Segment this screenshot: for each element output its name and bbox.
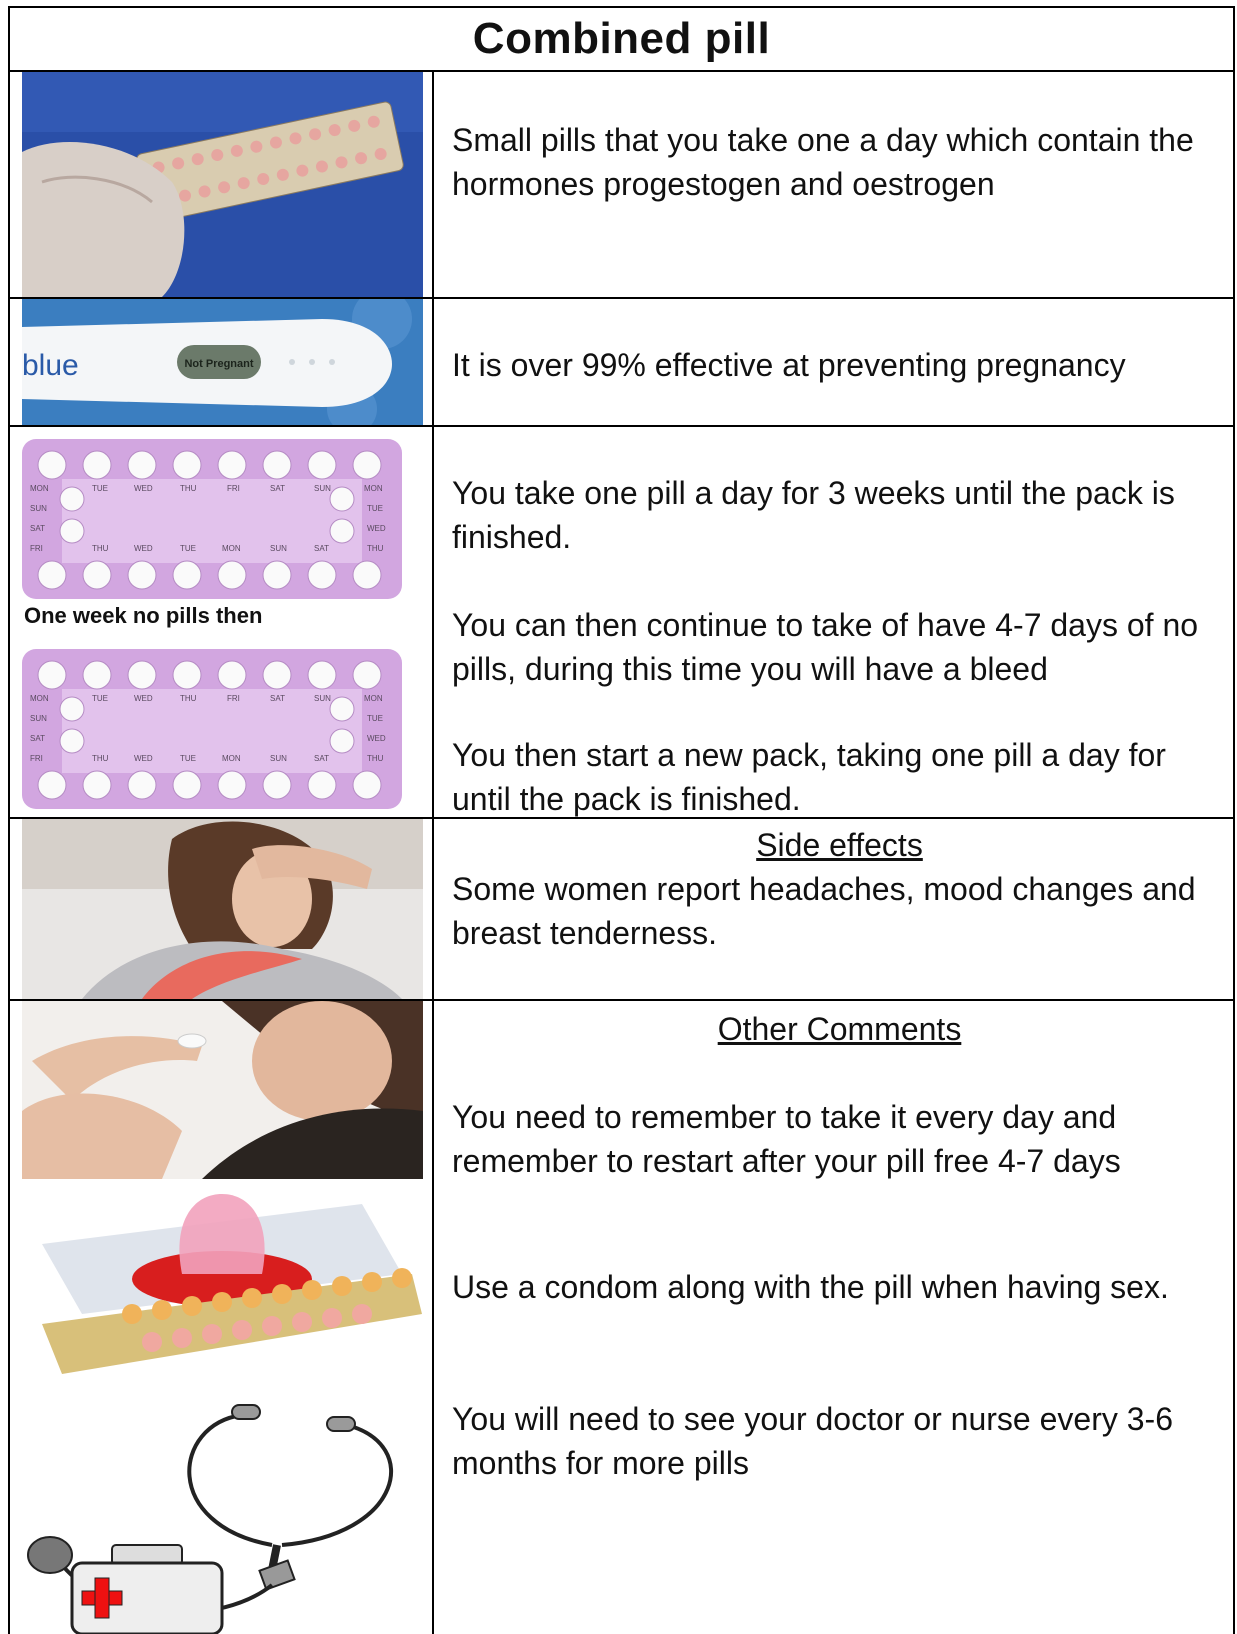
row-side-effects	[8, 819, 1235, 1001]
pill-pack-hand-photo	[22, 72, 423, 297]
condom-and-pills-photo	[22, 1184, 423, 1392]
pill-pack-calendar-image-2	[22, 649, 423, 809]
svg-text:FRI: FRI	[227, 694, 240, 703]
effectiveness-text: It is over 99% effective at preventing pregnancy	[452, 347, 1126, 383]
svg-text:SUN: SUN	[314, 484, 331, 493]
use-condom-text: Use a condom along with the pill when having sex.	[452, 1269, 1169, 1305]
woman-taking-pill-photo	[22, 1001, 423, 1179]
svg-text:WED: WED	[134, 484, 153, 493]
svg-text:MON: MON	[30, 694, 49, 703]
svg-text:TUE: TUE	[367, 714, 383, 723]
three-weeks-text: You take one pill a day for 3 weeks until the pack is finished.	[452, 475, 1175, 555]
new-pack-text: You then start a new pack, taking one pill a day for until the pack is finished.	[452, 737, 1166, 817]
svg-text:TUE: TUE	[92, 484, 108, 493]
svg-text:SUN: SUN	[314, 694, 331, 703]
side-effects-text: Some women report headaches, mood changes and breast tenderness.	[452, 871, 1196, 951]
row-other-comments	[8, 1001, 1235, 1634]
svg-text:FRI: FRI	[227, 484, 240, 493]
svg-text:WED: WED	[367, 524, 386, 533]
svg-text:SAT: SAT	[314, 544, 329, 553]
svg-text:WED: WED	[134, 754, 153, 763]
row-pill-description	[8, 72, 1235, 299]
svg-text:FRI: FRI	[30, 754, 43, 763]
pregnancy-test-image	[22, 299, 423, 425]
svg-text:THU: THU	[92, 754, 109, 763]
svg-text:TUE: TUE	[92, 694, 108, 703]
svg-text:WED: WED	[134, 544, 153, 553]
svg-text:TUE: TUE	[367, 504, 383, 513]
svg-text:THU: THU	[367, 754, 384, 763]
svg-text:SAT: SAT	[30, 524, 45, 533]
info-sheet	[8, 6, 1235, 1634]
svg-text:MON: MON	[222, 544, 241, 553]
svg-text:FRI: FRI	[30, 544, 43, 553]
svg-text:SAT: SAT	[30, 734, 45, 743]
svg-text:SUN: SUN	[30, 504, 47, 513]
svg-text:WED: WED	[367, 734, 386, 743]
svg-text:MON: MON	[30, 484, 49, 493]
svg-text:SUN: SUN	[270, 544, 287, 553]
stethoscope-medicine-icon	[22, 1395, 423, 1634]
pill-pack-calendar-image-1	[22, 439, 423, 599]
svg-text:SUN: SUN	[270, 754, 287, 763]
page-title: Combined pill	[472, 14, 771, 63]
svg-text:TUE: TUE	[180, 544, 196, 553]
headache-woman-photo	[22, 819, 423, 999]
svg-text:SAT: SAT	[270, 484, 285, 493]
column-divider	[432, 72, 434, 1634]
test-result-text: Not Pregnant	[184, 358, 254, 370]
side-effects-heading: Side effects	[756, 827, 923, 863]
svg-text:MON: MON	[222, 754, 241, 763]
row-how-to-take	[8, 427, 1235, 819]
svg-text:THU: THU	[92, 544, 109, 553]
svg-text:SUN: SUN	[30, 714, 47, 723]
pill-description-text: Small pills that you take one a day which contain the hormones progestogen and oestrogen	[452, 122, 1194, 202]
svg-text:THU: THU	[367, 544, 384, 553]
svg-text:MON: MON	[364, 694, 383, 703]
svg-text:SAT: SAT	[270, 694, 285, 703]
row-effectiveness	[8, 299, 1235, 427]
svg-text:SAT: SAT	[314, 754, 329, 763]
svg-text:THU: THU	[180, 694, 197, 703]
no-pills-caption: One week no pills then	[24, 603, 263, 628]
see-doctor-text: You will need to see your doctor or nurse every 3-6 months for more pills	[452, 1401, 1173, 1481]
svg-text:WED: WED	[134, 694, 153, 703]
svg-text:MON: MON	[364, 484, 383, 493]
svg-text:TUE: TUE	[180, 754, 196, 763]
pill-free-week-text: You can then continue to take of have 4-7 days of no pills, during this time you will have a bleed	[452, 607, 1199, 687]
test-brand-text: blue	[22, 349, 79, 382]
remember-daily-text: You need to remember to take it every day and remember to restart after your pill free 4-7 days	[452, 1099, 1121, 1179]
title-banner	[8, 6, 1235, 72]
svg-text:THU: THU	[180, 484, 197, 493]
other-comments-heading: Other Comments	[717, 1011, 962, 1047]
